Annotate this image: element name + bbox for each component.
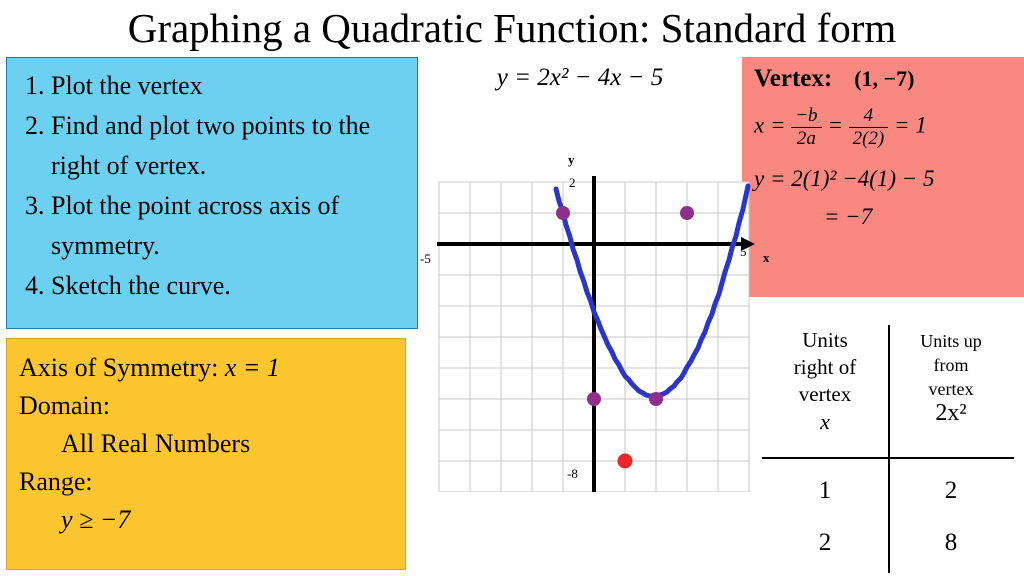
table-header-right-line2: from xyxy=(933,355,969,375)
table-header-right xyxy=(888,325,1014,450)
vertex-point xyxy=(618,454,633,469)
vertex-x-formula xyxy=(754,105,1016,150)
units-table xyxy=(762,325,1014,573)
domain-label: Domain: xyxy=(19,391,110,420)
fraction-numerator: 4 xyxy=(863,105,874,126)
steps-box xyxy=(6,57,418,329)
fraction-minus-b-over-2a xyxy=(791,105,821,150)
y-max-tick-label: 2 xyxy=(569,175,576,190)
main-equation xyxy=(430,64,730,92)
x-max-tick-label: 5 xyxy=(740,244,747,259)
steps-list xyxy=(17,66,407,306)
vertex-y-substitution: y = 2(1)² −4(1) − 5 xyxy=(754,165,935,191)
y-axis-label: y xyxy=(568,152,575,167)
fraction-numerator: −b xyxy=(795,105,818,126)
x-min-tick-label: -5 xyxy=(420,251,431,266)
table-row xyxy=(762,517,1014,569)
plot-point xyxy=(587,392,601,406)
fraction-denominator: 2(2) xyxy=(849,127,889,150)
y-min-tick-label: -8 xyxy=(567,466,578,481)
list-item: 1. Plot the vertex xyxy=(51,66,407,106)
vertex-x-lead: x = xyxy=(754,112,786,138)
axis-domain-range-box xyxy=(6,338,406,570)
table-header-left xyxy=(762,325,888,450)
table-header-right-line3: vertex xyxy=(928,379,974,399)
table-header-left-line2: right of xyxy=(793,355,857,379)
list-item: 3. Plot the point across axis of symmetry. xyxy=(51,186,407,266)
vertex-coordinates: (1, −7) xyxy=(854,66,915,91)
table-header-right-expression: 2x² xyxy=(935,400,967,426)
plot-point xyxy=(680,206,694,220)
vertex-y-result: = −7 xyxy=(824,203,873,229)
vertex-box xyxy=(742,57,1024,297)
list-item: 2. Find and plot two points to the right of vertex. xyxy=(51,106,407,186)
table-row xyxy=(762,465,1014,517)
graph-svg xyxy=(437,176,759,492)
list-item: 4. Sketch the curve. xyxy=(51,266,407,306)
table-horizontal-divider xyxy=(762,457,1014,459)
x-axis-label: x xyxy=(763,250,770,265)
fraction-4-over-2times2 xyxy=(849,105,889,150)
domain-value: All Real Numbers xyxy=(61,429,251,458)
vertex-x-result: = 1 xyxy=(894,112,927,138)
page-title: Graphing a Quadratic Function: Standard form xyxy=(127,5,897,51)
axis-of-symmetry-line xyxy=(19,349,405,387)
parabola-graph xyxy=(420,152,770,492)
table-cell-y: 8 xyxy=(944,529,958,556)
table-cell-x: 2 xyxy=(818,529,832,556)
range-label: Range: xyxy=(19,467,93,496)
vertex-heading: Vertex: xyxy=(754,65,833,92)
table-cell-y: 2 xyxy=(944,477,958,504)
axis-of-symmetry-value: x = 1 xyxy=(224,353,280,382)
fraction-denominator: 2a xyxy=(791,127,821,150)
vertex-heading-row xyxy=(754,65,1016,93)
table-body xyxy=(762,465,1014,569)
table-header-left-line1: Units xyxy=(802,328,848,352)
vertex-x-equals-2: = xyxy=(827,112,843,138)
main-equation-text: y = 2x² − 4x − 5 xyxy=(496,64,664,91)
plot-point xyxy=(649,392,663,406)
axis-of-symmetry-label: Axis of Symmetry: xyxy=(19,353,219,382)
plot-point xyxy=(556,206,570,220)
table-cell-x: 1 xyxy=(818,477,832,504)
range-value: y ≥ −7 xyxy=(61,505,131,534)
table-header-left-variable: x xyxy=(820,409,830,434)
table-header-left-line3: vertex xyxy=(798,382,852,406)
table-header-right-line1: Units up xyxy=(920,331,982,351)
